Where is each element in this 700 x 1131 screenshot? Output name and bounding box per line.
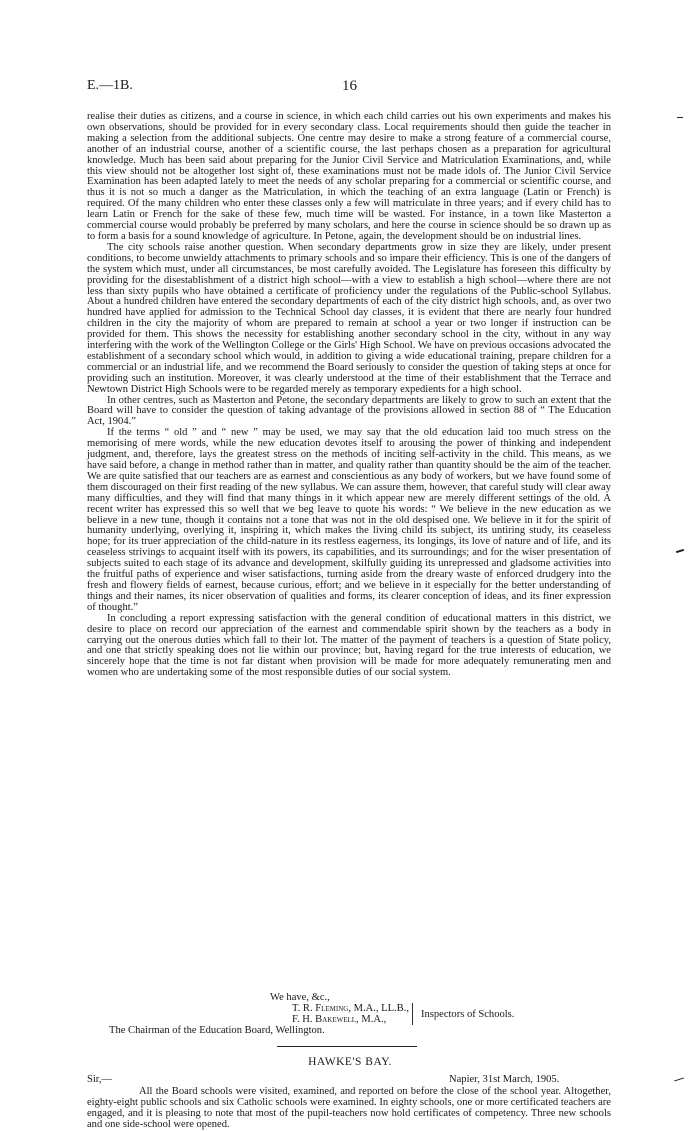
paragraph: The city schools raise another question. When secondary departments grow in size they are likely, under present conditions, to become unwieldy attachments to primary schools and so impare their efficiency. This is one of the dangers of the system which must, under all circumstances, be most carefully avoided. The Legislature has foreseen this difficulty by providing for the disestablishment of a district high school—with a view to establish a high school—where there are not less than sixty pupils who have obtained a certificate of proficiency under the regulations of the Public-school Syllabus. About a hundred children have entered the secondary departments of each of the city district high schools, and, as over two hundred have applied for admission to the Technical School day classes, it is evident that there are nearly four hundred children in the city the majority of whom are prepared to remain at school a year or two longer if instruction can be provided for them. This shows the necessity for establishing another secondary school in the city, without in any way interfering with the work of the Wellington College or the Girls' High School. We have on previous occasions advocated the establishment of a secondary school which would, in addition to giving a wide educational training, prepare children for a commercial or an industrial life, and we recommend the Board seriously to consider the question of taking steps at once for providing such an institution. Moreover, it was clearly understood at the time of their establishment that the Terrace and Newtown District High Schools were to be regarded merely as temporary expedients for a high school. [87,241,611,395]
section-divider [277,1046,417,1047]
signatory-title: Inspectors of Schools. [420,1008,515,1020]
signatories [292,1003,611,1025]
letter-date: Napier, 31st March, 1905. [449,1074,560,1085]
margin-mark [674,1077,684,1081]
signatory-name: F. H. Bakewell, M.A., [292,1014,387,1025]
page-number: 16 [342,78,357,94]
paragraph: All the Board schools were visited, examined, and reported on before the close of the school year. Altogether, eighty-eight public schools and six Catholic schools were examined. In eighty schools, one or more certificated teachers are engaged, and it is pleasing to note that most of the pupil-teachers now hold certificates of competency. Three new schools and one side-school were opened. [87,1086,611,1130]
margin-mark [677,117,683,118]
paragraph: In concluding a report expressing satisfaction with the general condition of educational matters in this district, we desire to place on record our appreciation of the earnest and commendable spirit shown by the teachers as a body in carrying out the onerous duties which fall to their lot. The matter of the payment of teachers is a question of State policy, and one that strictly speaking does not lie within our province; but, having regard for the true interests of education, we sincerely hope that the time is not far distant when provision will be made for more adequately remunerating men and women who are undertaking some of the most responsible duties of our social system. [87,612,611,679]
paragraph: If the terms “ old ” and “ new ” may be used, we may say that the old education laid too much stress on the memorising of mere words, while the new education devotes itself to arousing the power of thinking and independent judgment, and, therefore, lays the greatest stress on the methods of inciting self-activity in the child. This means, as we have said before, a change in method rather than in matter, and quality rather than quantity should be the aim of the teacher. We are quite satisfied that our teachers are as earnest and conscientious as any body of workers, but we have found some of them discouraged on their first reading of the new syllabus. We can assure them, however, that careful study will clear away many difficulties, and they will find that many things in it which appear new are merely different settings of the old. A recent writer has expressed this so well that we beg leave to quote his words: “ We believe in the new education as we believe in a new tune, though it contains not a tone that was not in the old despised one. We believe in it for the spirit of humanity underlying, overlying it, inspiring it, which makes the living child its subject, its untiring study, its ceaseless hope; for its truer appreciation of the child-nature in its restless eagerness, its longings, its love of nature and of life, and its ceaseless strivings to acquaint itself with its powers, its capabilities, and its surroundings; and for the wiser presentation of subjects suited to each stage of its advance and development, skilfully guiding its unrepressed and gladsome activities into the fruitful paths of experience and wiser satisfactions, turning aside from the dreary waste of enforced drudgery into the fresh and flowery fields of earnest, because curious, effort; and we believe in it especially for the better understanding of things and their names, its nicer observation of qualities and forms, its clearer conception of ideas, and its finer expression of thought.” [87,427,611,613]
paragraph: realise their duties as citizens, and a course in science, in which each child carries out his own experiments and makes his own observations, should be provided for in every secondary class. Local requirements should then guide the teacher in making a selection from the additional subjects. One centre may desire to make a strong feature of a commercial course, another of an industrial course, another of a scientific course, the last perhaps chosen as a preparation for agricultural knowledge. Much has been said about preparing for the Junior Civil Service and Matriculation Examinations, and, while this view should not be altogether lost sight of, these examinations must not be made idols of. The Junior Civil Service Examination has been adapted lately to meet the needs of any scholar preparing for a commercial or scientific course, and thus it is not so much a danger as the Matriculation, in which the teaching of an extra language (Latin or French) is required. Of the many children who enter these classes only a few will matriculate in three years; and if every child has to learn Latin or French for the sake of these few, much time will be wasted. For instance, in a town like Masterton a commercial course would probably be preferred by many scholars, and here the course in science should be so drawn up as to form a basis for a sound knowledge of agriculture. In Petone, again, the development should be on industrial lines. [87,111,611,242]
signatory-name: T. R. Fleming, M.A., LL.B., [292,1003,409,1014]
addressee: The Chairman of the Education Board, Wellington. [109,1025,325,1036]
closing-phrase: We have, &c., [270,992,330,1003]
report-body [87,112,611,679]
document-code: E.—1B. [87,78,133,93]
letter-body [87,1087,611,1131]
paragraph: In other centres, such as Masterton and Petone, the secondary departments are likely to grow to such an extent that the Board will have to consider the question of taking advantage of the provisions allowed in section 88 of “ The Education Act, 1904.” [87,394,611,428]
signature-block [87,992,611,1036]
signatory-names [292,1003,413,1025]
section-title: HAWKE'S BAY. [308,1056,392,1068]
salutation: Sir,— [87,1074,113,1085]
margin-mark [676,549,684,553]
